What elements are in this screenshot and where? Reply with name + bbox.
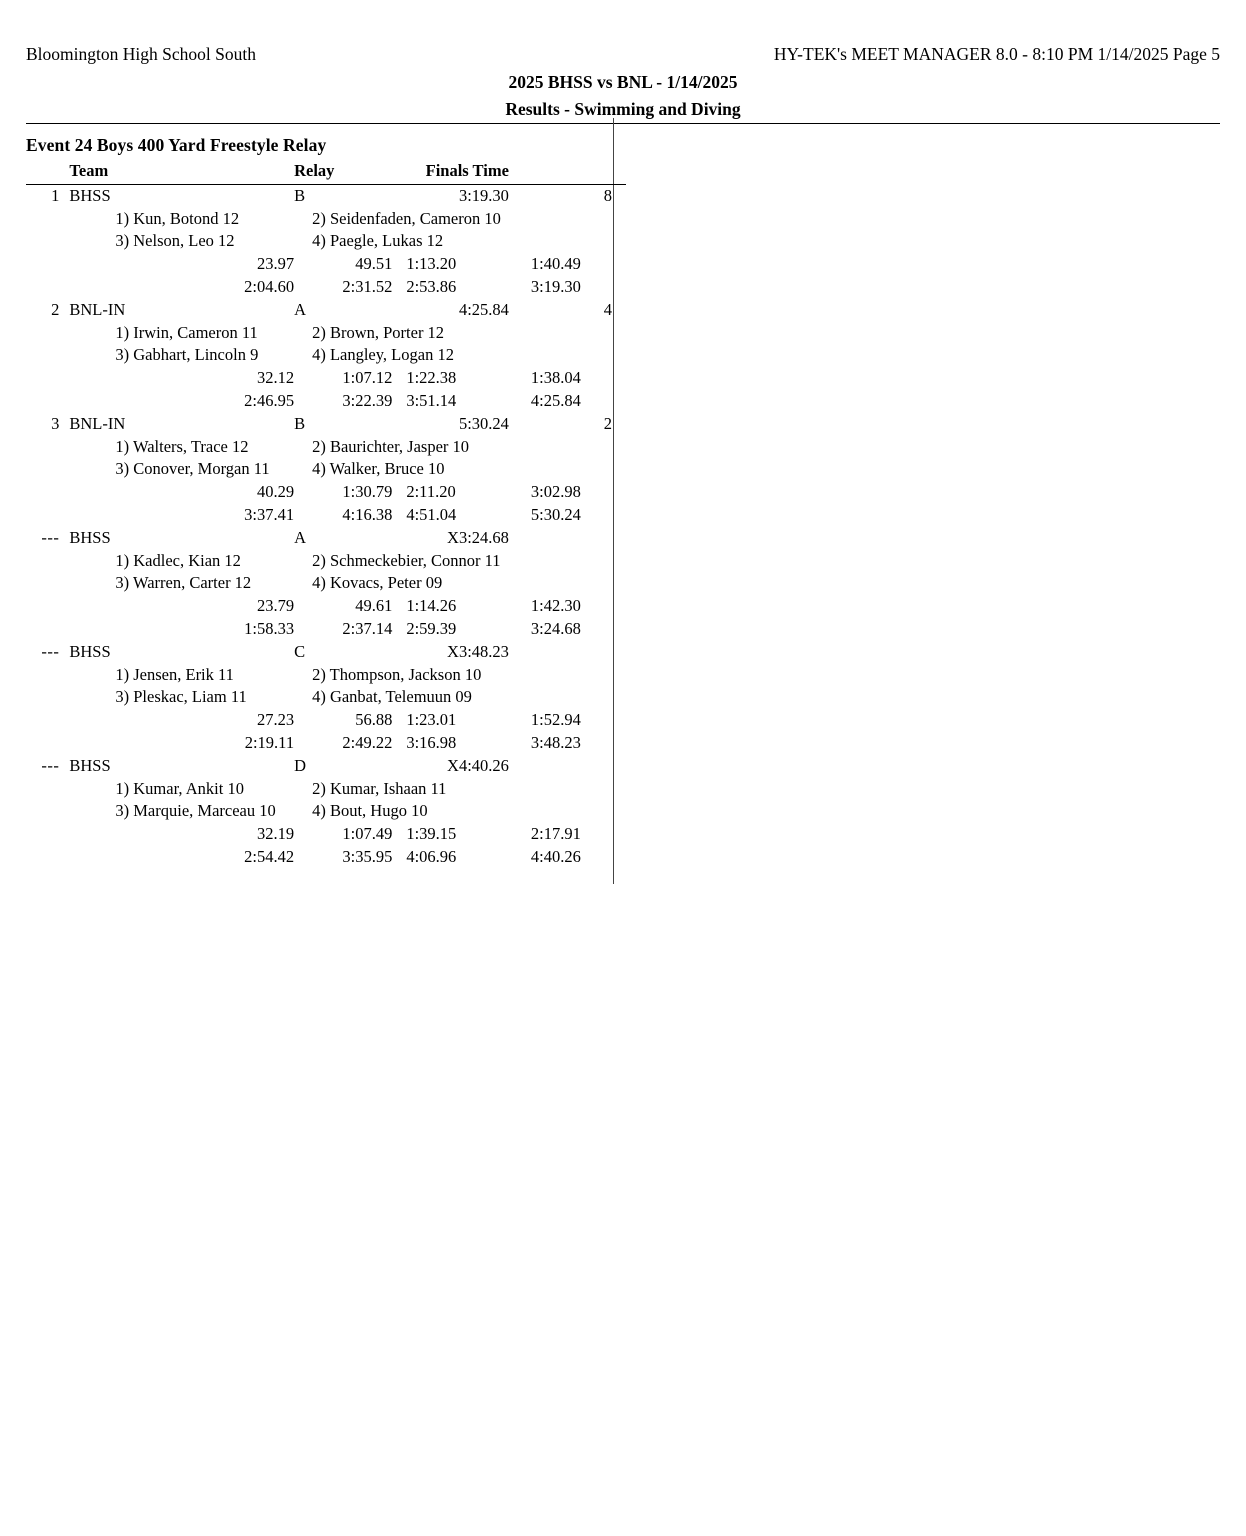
swimmer-name: 1) Kadlec, Kian 12 (115, 550, 241, 570)
split-time: 32.19 (256, 824, 295, 844)
entry-place: --- (41, 527, 60, 547)
entry-finals-time: 4:25.84 (458, 299, 509, 319)
swimmer-name: 3) Nelson, Leo 12 (115, 231, 235, 251)
splits-row (26, 846, 626, 869)
swimmer-name: 1) Irwin, Cameron 11 (115, 322, 258, 342)
entry-place: 1 (51, 185, 60, 205)
entry-relay: A (294, 299, 306, 319)
split-time: 56.88 (355, 710, 393, 730)
split-time: 3:35.95 (342, 846, 393, 866)
splits-row (26, 823, 626, 846)
swimmer-name: 1) Jensen, Erik 11 (115, 664, 234, 684)
header-school-name: Bloomington High School South (26, 44, 256, 64)
split-time: 2:04.60 (244, 276, 295, 296)
split-time: 3:37.41 (244, 504, 295, 524)
entry-relay: A (294, 527, 306, 547)
entry-finals-time: X3:24.68 (447, 527, 509, 547)
swimmer-name: 3) Warren, Carter 12 (115, 573, 252, 593)
entry-finals-time: 5:30.24 (458, 413, 509, 433)
page-header (0, 44, 1246, 65)
split-time: 2:59.39 (406, 618, 457, 638)
entry-points (509, 641, 626, 664)
entry-points (509, 527, 626, 550)
results-table (26, 160, 626, 869)
table-row (26, 755, 626, 778)
entry-place: 2 (51, 299, 60, 319)
swimmer-pair-row (26, 458, 626, 481)
split-time: 1:14.26 (406, 596, 457, 616)
swimmer-name: 2) Seidenfaden, Cameron 10 (312, 208, 501, 228)
swimmer-name: 4) Bout, Hugo 10 (312, 801, 428, 821)
swimmer-name: 4) Langley, Logan 12 (312, 345, 454, 365)
splits-row (26, 481, 626, 504)
entry-points: 8 (603, 185, 612, 205)
split-time: 2:11.20 (406, 482, 456, 502)
swimmer-name: 4) Ganbat, Telemuun 09 (312, 687, 472, 707)
split-time: 49.61 (355, 596, 393, 616)
swimmer-pair-row (26, 572, 626, 595)
split-time: 1:42.30 (530, 596, 581, 616)
split-time: 1:39.15 (406, 824, 457, 844)
swimmer-pair-row (26, 664, 626, 687)
splits-row (26, 618, 626, 641)
swimmer-pair-row (26, 800, 626, 823)
table-row (26, 413, 626, 436)
entry-place: 3 (51, 413, 60, 433)
swimmer-name: 1) Kumar, Ankit 10 (115, 778, 244, 798)
table-row (26, 641, 626, 664)
entry-finals-time: 3:19.30 (458, 185, 509, 205)
split-time: 3:02.98 (530, 482, 581, 502)
split-time: 2:54.42 (244, 846, 295, 866)
results-subtitle: Results - Swimming and Diving (505, 99, 741, 119)
table-row (26, 299, 626, 322)
header-relay: Relay (294, 160, 392, 184)
event-title: Event 24 Boys 400 Yard Freestyle Relay (26, 135, 327, 155)
entry-finals-time: X4:40.26 (447, 755, 509, 775)
entry-team: BHSS (69, 185, 111, 205)
header-software-info: HY-TEK's MEET MANAGER 8.0 - 8:10 PM 1/14/2025 Page 5 (773, 44, 1220, 64)
entry-team: BHSS (69, 641, 111, 661)
entry-team: BNL-IN (69, 413, 126, 433)
entry-place: --- (41, 755, 60, 775)
meet-title: 2025 BHSS vs BNL - 1/14/2025 (508, 72, 738, 92)
swimmer-name: 1) Walters, Trace 12 (115, 436, 249, 456)
entry-relay: D (294, 755, 306, 775)
swimmer-name: 2) Thompson, Jackson 10 (312, 664, 482, 684)
split-time: 49.51 (355, 254, 393, 274)
results-content (0, 124, 1246, 869)
swimmer-name: 2) Baurichter, Jasper 10 (312, 436, 470, 456)
table-row (26, 184, 626, 207)
split-time: 2:31.52 (342, 276, 393, 296)
swimmer-name: 4) Paegle, Lukas 12 (312, 231, 444, 251)
swimmer-name: 3) Conover, Morgan 11 (115, 459, 270, 479)
swimmer-pair-row (26, 344, 626, 367)
split-time: 5:30.24 (530, 504, 581, 524)
splits-row (26, 709, 626, 732)
split-time: 1:23.01 (406, 710, 457, 730)
split-time: 1:22.38 (406, 368, 457, 388)
split-time: 1:13.20 (406, 254, 457, 274)
swimmer-pair-row (26, 686, 626, 709)
swimmer-name: 3) Marquie, Marceau 10 (115, 801, 276, 821)
swimmer-name: 2) Brown, Porter 12 (312, 322, 445, 342)
entry-team: BHSS (69, 527, 111, 547)
split-time: 23.97 (256, 254, 295, 274)
swimmer-pair-row (26, 550, 626, 573)
split-time: 3:19.30 (530, 276, 581, 296)
header-points (509, 160, 626, 184)
splits-row (26, 732, 626, 755)
split-time: 3:48.23 (530, 732, 581, 752)
split-time: 3:22.39 (342, 390, 393, 410)
swimmer-pair-row (26, 322, 626, 345)
split-time: 2:46.95 (244, 390, 295, 410)
split-time: 4:06.96 (406, 846, 457, 866)
swimmer-name: 2) Schmeckebier, Connor 11 (312, 550, 501, 570)
split-time: 3:16.98 (406, 732, 457, 752)
splits-row (26, 367, 626, 390)
split-time: 2:17.91 (530, 824, 581, 844)
split-time: 1:07.49 (342, 824, 393, 844)
split-time: 4:51.04 (406, 504, 457, 524)
entry-team: BHSS (69, 755, 111, 775)
swimmer-pair-row (26, 208, 626, 231)
entry-relay: C (294, 641, 306, 661)
split-time: 4:25.84 (530, 390, 581, 410)
swimmer-name: 4) Walker, Bruce 10 (312, 459, 445, 479)
split-time: 2:19.11 (244, 732, 295, 752)
split-time: 1:52.94 (530, 710, 581, 730)
split-time: 32.12 (256, 368, 295, 388)
splits-row (26, 276, 626, 299)
swimmer-pair-row (26, 778, 626, 801)
entry-points: 4 (603, 299, 612, 319)
split-time: 40.29 (256, 482, 295, 502)
split-time: 2:49.22 (342, 732, 393, 752)
entry-finals-time: X3:48.23 (447, 641, 509, 661)
split-time: 3:51.14 (406, 390, 457, 410)
entry-points (509, 755, 626, 778)
split-time: 4:16.38 (342, 504, 393, 524)
splits-row (26, 253, 626, 276)
split-time: 1:58.33 (244, 618, 295, 638)
split-time: 3:24.68 (530, 618, 581, 638)
swimmer-name: 3) Gabhart, Lincoln 9 (115, 345, 259, 365)
header-place (26, 160, 69, 184)
split-time: 1:38.04 (530, 368, 581, 388)
split-time: 1:40.49 (530, 254, 581, 274)
swimmer-name: 3) Pleskac, Liam 11 (115, 687, 247, 707)
split-time: 27.23 (256, 710, 295, 730)
split-time: 2:53.86 (406, 276, 457, 296)
splits-row (26, 390, 626, 413)
split-time: 23.79 (256, 596, 295, 616)
entry-relay: B (294, 413, 306, 433)
table-header-row (26, 160, 626, 184)
split-time: 1:30.79 (342, 482, 393, 502)
swimmer-name: 1) Kun, Botond 12 (115, 208, 240, 228)
entry-relay: B (294, 185, 306, 205)
table-row (26, 527, 626, 550)
swimmer-name: 4) Kovacs, Peter 09 (312, 573, 443, 593)
header-team: Team (69, 160, 294, 184)
swimmer-pair-row (26, 436, 626, 459)
split-time: 4:40.26 (530, 846, 581, 866)
splits-row (26, 595, 626, 618)
entry-team: BNL-IN (69, 299, 126, 319)
entry-points: 2 (603, 413, 612, 433)
header-finals-time: Finals Time (392, 160, 509, 184)
split-time: 2:37.14 (342, 618, 393, 638)
swimmer-pair-row (26, 230, 626, 253)
swimmer-name: 2) Kumar, Ishaan 11 (312, 778, 447, 798)
split-time: 1:07.12 (342, 368, 393, 388)
splits-row (26, 504, 626, 527)
entry-place: --- (41, 641, 60, 661)
